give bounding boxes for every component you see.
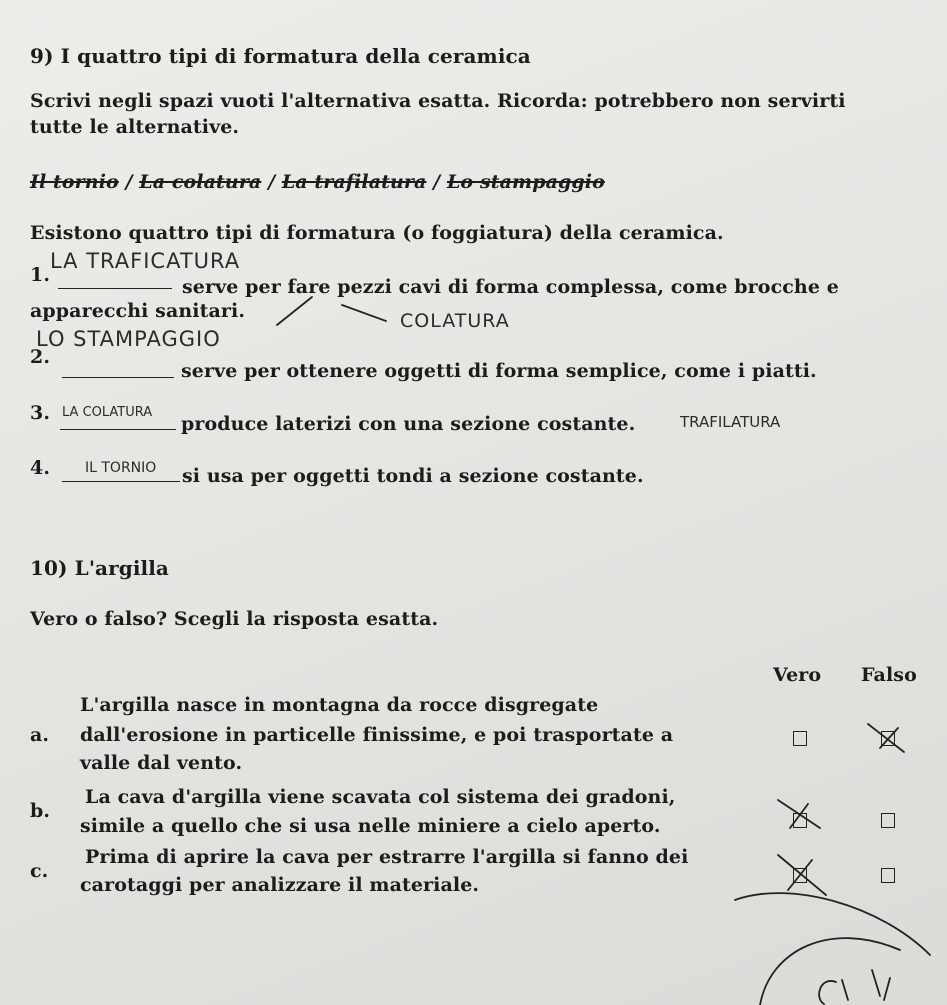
item-4-number: 4. xyxy=(30,457,51,479)
doodle-letters xyxy=(872,970,890,1000)
correction-stroke xyxy=(342,305,386,321)
item-1-text-cont: apparecchi sanitari. xyxy=(30,300,246,322)
statement-a-letter: a. xyxy=(30,724,50,746)
statement-b-letter: b. xyxy=(30,800,51,822)
section-10-instructions: Vero o falso? Scegli la risposta esatta. xyxy=(30,608,439,630)
statement-b-line1: La cava d'argilla viene scavata col sistema dei gradoni, xyxy=(85,786,676,808)
handwritten-answer-3: LA COLATURA xyxy=(62,405,153,420)
doodle-letters xyxy=(819,980,848,1004)
item-4-text: si usa per oggetti tondi a sezione costante. xyxy=(182,465,644,487)
mark-a-falso xyxy=(868,724,904,752)
section-9-instructions-cont: tutte le alternative. xyxy=(30,116,240,138)
statement-c-letter: c. xyxy=(30,860,49,882)
option-trafilatura: La trafilatura xyxy=(281,171,427,193)
item-2-number: 2. xyxy=(30,346,51,368)
mark-c-vero xyxy=(778,855,826,895)
section-9-instructions: Scrivi negli spazi vuoti l'alternativa esatta. Ricorda: potrebbero non servirti xyxy=(30,90,846,112)
handwritten-correction-1: COLATURA xyxy=(400,310,510,332)
item-1-number: 1. xyxy=(30,264,51,286)
correction-stroke xyxy=(277,297,312,325)
option-tornio: Il tornio xyxy=(30,171,119,193)
handwritten-answer-2: LO STAMPAGGIO xyxy=(36,327,221,351)
column-vero: Vero xyxy=(773,664,822,686)
mark-b-vero xyxy=(778,800,820,828)
item-3-text: produce laterizi con una sezione costante. xyxy=(181,413,636,435)
column-falso: Falso xyxy=(861,664,917,686)
item-3-number: 3. xyxy=(30,402,51,424)
statement-a-line3: valle dal vento. xyxy=(80,752,243,774)
option-colatura: La colatura xyxy=(139,171,262,193)
statement-a-line1: L'argilla nasce in montagna da rocce disgregate xyxy=(80,694,599,716)
statement-a-line2: dall'erosione in particelle finissime, e poi trasportate a xyxy=(80,724,674,746)
statement-c-line2: carotaggi per analizzare il materiale. xyxy=(80,874,480,896)
option-stampaggio: Lo stampaggio xyxy=(446,171,605,193)
section-9-title: 9) I quattro tipi di formatura della ceramica xyxy=(30,44,531,68)
handwritten-answer-4: IL TORNIO xyxy=(85,460,157,476)
handwritten-answer-1: LA TRAFICATURA xyxy=(50,249,241,273)
handwritten-correction-3: TRAFILATURA xyxy=(680,413,781,431)
item-1-text: serve per fare pezzi cavi di forma complessa, come brocche e xyxy=(182,276,839,298)
section-10-title: 10) L'argilla xyxy=(30,556,169,580)
doodle-curve xyxy=(735,893,930,955)
statement-b-line2: simile a quello che si usa nelle miniere a cielo aperto. xyxy=(80,815,661,837)
section-9-intro: Esistono quattro tipi di formatura (o foggiatura) della ceramica. xyxy=(30,222,724,244)
statement-c-line1: Prima di aprire la cava per estrarre l'argilla si fanno dei xyxy=(85,846,689,868)
item-2-text: serve per ottenere oggetti di forma semplice, come i piatti. xyxy=(181,360,817,382)
options-list: Il tornio / La colatura / La trafilatura / Lo stampaggio xyxy=(30,171,605,193)
